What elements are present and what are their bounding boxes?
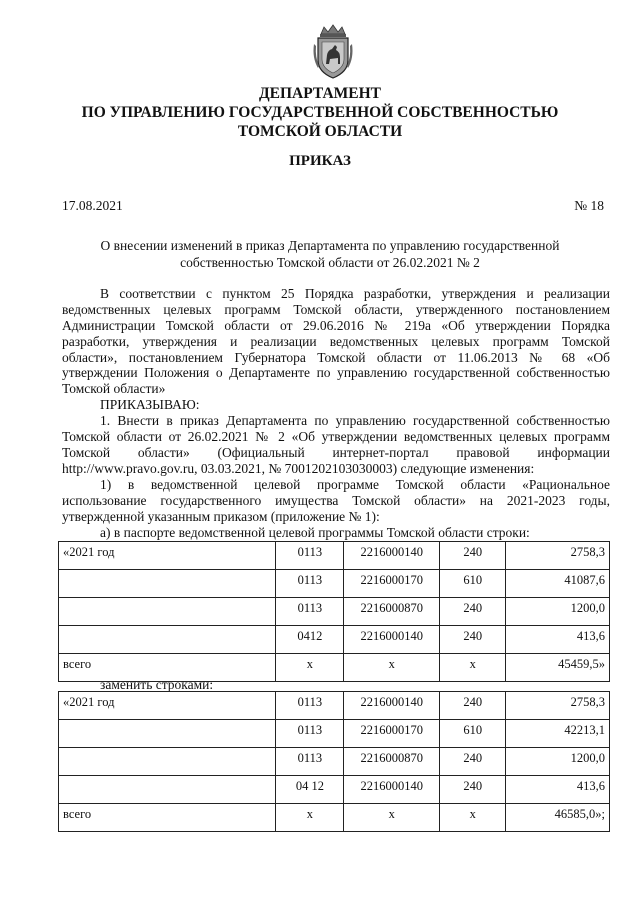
table-cell: 0113: [276, 570, 344, 598]
item-a-text: а) в паспорте ведомственной целевой программы Томской области строки:: [100, 525, 530, 540]
table-cell: 610: [440, 570, 506, 598]
table-row: [59, 570, 610, 598]
table-cell: 04 12: [276, 776, 344, 804]
table-cell: 2216000870: [344, 748, 440, 776]
table-cell: 45459,5»: [506, 654, 610, 682]
table-row: [59, 804, 610, 832]
table-cell: [59, 570, 276, 598]
text-line: утвержденной указанным приказом (приложение № 1):: [62, 508, 380, 524]
table-cell: 2758,3: [506, 542, 610, 570]
table-cell: 0113: [276, 542, 344, 570]
table-cell: 0113: [276, 692, 344, 720]
table-cell: «2021 год: [59, 542, 276, 570]
table-row: [59, 598, 610, 626]
table-cell: х: [276, 654, 344, 682]
table-cell: [59, 626, 276, 654]
text-line: Администрации Томской области от 29.06.2016 № 219а «Об утверждении Порядка: [62, 317, 610, 333]
table-cell: 2216000140: [344, 626, 440, 654]
table-cell: 46585,0»;: [506, 804, 610, 832]
table-cell: х: [276, 804, 344, 832]
subject-line: собственностью Томской области от 26.02.2021 № 2: [180, 255, 480, 270]
table-cell: 2216000170: [344, 570, 440, 598]
table-cell: 413,6: [506, 626, 610, 654]
text-line: 1) в ведомственной целевой программе Томской области «Рациональное: [100, 477, 610, 492]
table-cell: 0113: [276, 748, 344, 776]
order-word: ПРИКАЗЫВАЮ:: [100, 397, 200, 412]
table-cell: [59, 748, 276, 776]
table-cell: 2758,3: [506, 692, 610, 720]
table-row: [59, 748, 610, 776]
table-row: [59, 626, 610, 654]
table-before: [58, 541, 610, 682]
document-number: № 18: [574, 198, 604, 213]
table-cell: 41087,6: [506, 570, 610, 598]
table-cell: 413,6: [506, 776, 610, 804]
text-line: Томской области» (Официальный интернет-портал правовой информации: [62, 444, 610, 460]
text-line: области», постановлением Губернатора Томской области от 11.06.2013 № 68 «Об: [62, 349, 610, 365]
text-line: Томской области от 26.02.2021 № 2 «Об утверждении ведомственных целевых программ: [62, 428, 610, 444]
table-cell: 240: [440, 776, 506, 804]
table-after: [58, 691, 610, 832]
text-line: Томской области»: [62, 381, 166, 397]
table-cell: 240: [440, 598, 506, 626]
item-1-paragraph: [62, 413, 610, 477]
table-cell: 1200,0: [506, 598, 610, 626]
table-row: [59, 720, 610, 748]
table-cell: 2216000140: [344, 692, 440, 720]
text-line: утверждении Положения о Департаменте по управлению государственной собственностью: [62, 365, 610, 381]
table-row: [59, 776, 610, 804]
table-cell: х: [344, 654, 440, 682]
coat-of-arms-icon: [311, 24, 355, 80]
department-title-line2: ПО УПРАВЛЕНИЮ ГОСУДАРСТВЕННОЙ СОБСТВЕННОСТЬЮ: [81, 104, 559, 121]
table-cell: 0113: [276, 598, 344, 626]
table-cell: 240: [440, 626, 506, 654]
table-cell: 610: [440, 720, 506, 748]
table-cell: 42213,1: [506, 720, 610, 748]
table-cell: х: [344, 804, 440, 832]
text-line: 1. Внести в приказ Департамента по управлению государственной собственностью: [100, 413, 610, 428]
text-line: ведомственных целевых программ Томской области, утвержденного постановлением: [62, 301, 610, 317]
department-title-line1: ДЕПАРТАМЕНТ: [258, 85, 382, 102]
document-subject: [70, 237, 590, 271]
table-cell: всего: [59, 804, 276, 832]
table-cell: «2021 год: [59, 692, 276, 720]
table-cell: 0412: [276, 626, 344, 654]
item-1-1-paragraph: [62, 477, 610, 525]
table-row: [59, 692, 610, 720]
table-cell: 240: [440, 542, 506, 570]
table-cell: х: [440, 654, 506, 682]
document-date: 17.08.2021: [62, 198, 123, 213]
table-cell: 2216000140: [344, 542, 440, 570]
department-title-line3: ТОМСКОЙ ОБЛАСТИ: [237, 123, 403, 140]
table-cell: 1200,0: [506, 748, 610, 776]
text-line: использование государственного имущества Томской области» на 2021-2023 годы,: [62, 492, 610, 508]
replace-label: заменить строками:: [100, 677, 214, 692]
document-type: ПРИКАЗ: [289, 153, 351, 169]
table-cell: [59, 776, 276, 804]
table-cell: всего: [59, 654, 276, 682]
text-line: В соответствии с пунктом 25 Порядка разработки, утверждения и реализации: [100, 286, 610, 301]
table-cell: [59, 598, 276, 626]
text-line: разработки, утверждения и реализации ведомственных целевых программ Томской: [62, 333, 610, 349]
table-cell: 0113: [276, 720, 344, 748]
table-cell: 240: [440, 748, 506, 776]
table-cell: [59, 720, 276, 748]
table-cell: 2216000870: [344, 598, 440, 626]
table-cell: х: [440, 804, 506, 832]
text-line: http://www.pravo.gov.ru, 03.03.2021, № 7001202103030003) следующие изменения:: [62, 460, 535, 476]
table-cell: 2216000170: [344, 720, 440, 748]
table-row: [59, 542, 610, 570]
table-cell: 240: [440, 692, 506, 720]
subject-line: О внесении изменений в приказ Департамента по управлению государственной: [100, 238, 560, 253]
preamble-paragraph: [62, 286, 610, 397]
table-cell: 2216000140: [344, 776, 440, 804]
